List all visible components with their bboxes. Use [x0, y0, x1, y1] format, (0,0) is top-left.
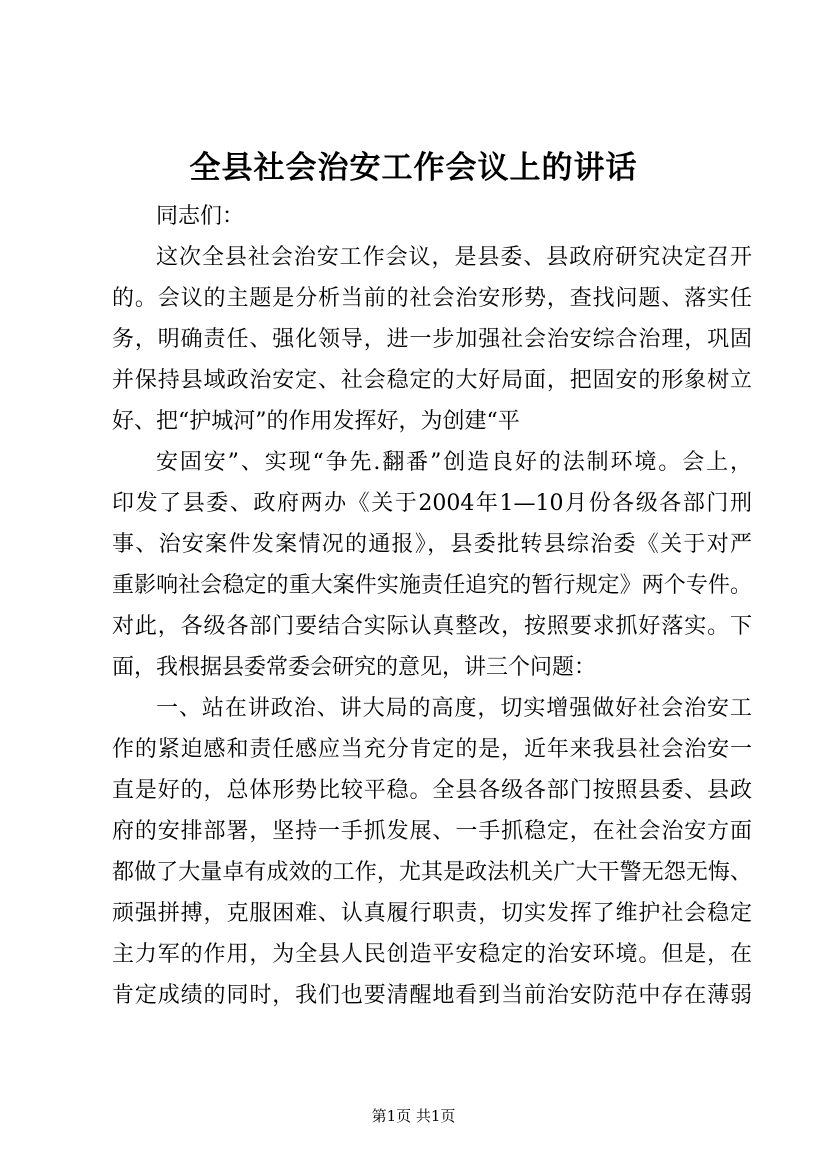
body-line: 对此，各级各部门要结合实际认真整改，按照要求抓好落实。下 [112, 614, 752, 639]
document-body [112, 196, 752, 1016]
salutation-line: 同志们： [156, 204, 245, 229]
body-line: 一、站在讲政治、讲大局的高度，切实增强做好社会治安工 [156, 696, 752, 721]
body-line: 肯定成绩的同时，我们也要清醒地看到当前治安防范中存在薄弱 [112, 983, 752, 1008]
body-line: 重影响社会稳定的重大案件实施责任追究的暂行规定》两个专件。 [112, 573, 752, 598]
body-line: 安固安”、实现“争先.翻番”创造良好的法制环境。会上， [156, 450, 752, 475]
document-title: 全县社会治安工作会议上的讲话 [189, 150, 638, 186]
body-line: 作的紧迫感和责任感应当充分肯定的是，近年来我县社会治安一 [112, 737, 752, 762]
body-line: 这次全县社会治安工作会议，是县委、县政府研究决定召开 [156, 245, 752, 270]
body-line: 直是好的，总体形势比较平稳。全县各级各部门按照县委、县政 [112, 778, 752, 803]
body-line: 的。会议的主题是分析当前的社会治安形势，查找问题、落实任 [112, 286, 752, 311]
body-line: 并保持县域政治安定、社会稳定的大好局面，把固安的形象树立 [112, 368, 752, 393]
body-line: 印发了县委、政府两办《关于2004年1—10月份各级各部门刑 [112, 491, 752, 516]
body-line: 主力军的作用，为全县人民创造平安稳定的治安环境。但是，在 [112, 942, 752, 967]
body-line: 府的安排部署，坚持一手抓发展、一手抓稳定，在社会治安方面 [112, 819, 752, 844]
body-line: 面，我根据县委常委会研究的意见，讲三个问题： [112, 655, 597, 680]
page-number-footer: 第1页 共1页 [371, 1107, 456, 1125]
body-line: 都做了大量卓有成效的工作，尤其是政法机关广大干警无怨无悔、 [112, 860, 752, 885]
body-line: 务，明确责任、强化领导，进一步加强社会治安综合治理，巩固 [112, 327, 752, 352]
body-line: 顽强拼搏，克服困难、认真履行职责，切实发挥了维护社会稳定 [112, 901, 752, 926]
body-line: 事、治安案件发案情况的通报》，县委批转县综治委《关于对严 [112, 532, 752, 557]
body-line: 好、把“护城河”的作用发挥好，为创建“平 [112, 409, 520, 434]
